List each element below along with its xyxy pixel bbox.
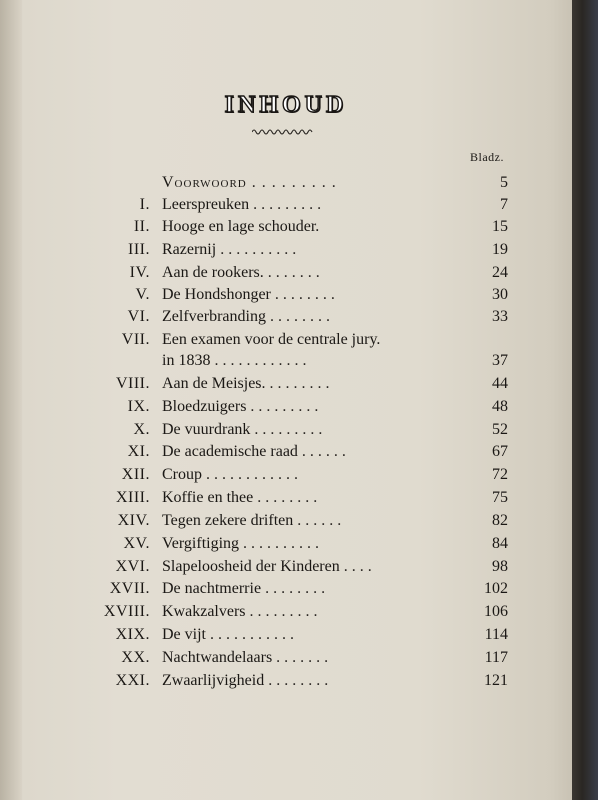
chapter-title-text: De nachtmerrie: [162, 580, 262, 597]
chapter-title: [162, 308, 330, 326]
leader-dots: . . . . . . . . . .: [216, 241, 297, 258]
chapter-title-text: Een examen voor de centrale jury.: [162, 331, 381, 348]
chapter-title-text: Zelfverbranding: [162, 308, 266, 325]
toc-entry: [0, 626, 598, 648]
chapter-number: XXI.: [115, 672, 150, 689]
toc-entry: [0, 603, 598, 625]
chapter-number: XIX.: [115, 626, 150, 643]
chapter-title: [162, 398, 318, 416]
chapter-title-text: Aan de rookers.: [162, 264, 264, 281]
chapter-title: [162, 580, 325, 598]
page-number: 67: [492, 443, 508, 460]
chapter-title-text: Razernij: [162, 241, 217, 258]
chapter-title-text: Koffie en thee: [162, 489, 254, 506]
toc-entry: [0, 580, 598, 602]
page-number: 19: [492, 241, 508, 258]
page-number: 75: [492, 489, 508, 506]
leader-dots: . . . . . . . . .: [245, 603, 318, 620]
leader-dots: . . . . . . . .: [264, 672, 329, 689]
chapter-title: [162, 443, 346, 461]
chapter-title: [162, 218, 319, 236]
chapter-title: [162, 626, 294, 644]
chapter-title: [162, 466, 298, 484]
chapter-title-text: Slapeloosheid der Kinderen: [162, 558, 340, 575]
chapter-title: [162, 331, 380, 349]
toc-entry: [0, 466, 598, 488]
leader-dots: . . . . . . . . . .: [239, 535, 320, 552]
leader-dots: . . . . . . . . . . .: [206, 626, 294, 643]
chapter-number: XI.: [127, 443, 150, 460]
leader-dots: . . . . . . .: [272, 649, 329, 666]
chapter-number: II.: [133, 218, 150, 235]
toc-entry: [0, 286, 598, 308]
chapter-title: [162, 672, 328, 690]
page-number: 117: [484, 649, 508, 666]
page-number: 44: [492, 375, 508, 392]
toc-entry: [0, 512, 598, 534]
toc-entry: [0, 443, 598, 465]
leader-dots: . . . . . . . . . . . .: [202, 466, 298, 483]
chapter-title-text: Bloedzuigers: [162, 398, 247, 415]
chapter-number: XII.: [121, 466, 150, 483]
chapter-number: XV.: [123, 535, 150, 552]
chapter-number: VIII.: [115, 375, 150, 392]
toc-entry: [0, 672, 598, 694]
chapter-title: [162, 558, 372, 576]
chapter-title: [162, 512, 341, 530]
page-column-label: Bladz.: [470, 150, 504, 164]
chapter-title-text: in 1838: [162, 352, 211, 369]
page-number: 33: [492, 308, 508, 325]
toc-entry: [0, 558, 598, 580]
leader-dots: . . . . . . . . .: [246, 174, 337, 191]
chapter-title: [162, 421, 322, 439]
leader-dots: . . . . . . . . .: [246, 398, 319, 415]
chapter-title: [162, 264, 320, 282]
chapter-title-text: De Hondshonger: [162, 286, 271, 303]
toc-entry: [0, 331, 598, 353]
chapter-title-text: Aan de Meisjes.: [162, 375, 266, 392]
chapter-title: [162, 286, 335, 304]
chapter-title-text: Nachtwandelaars: [162, 649, 273, 666]
chapter-title: [162, 603, 318, 621]
page-number: 121: [484, 672, 508, 689]
leader-dots: . . . . . .: [293, 512, 342, 529]
chapter-number: XX.: [121, 649, 150, 666]
toc-entry: [0, 535, 598, 557]
chapter-title-text: Voorwoord: [162, 174, 247, 191]
chapter-title-text: Zwaarlijvigheid: [162, 672, 265, 689]
leader-dots: . . . .: [339, 558, 372, 575]
chapter-number: I.: [139, 196, 150, 213]
chapter-title: [162, 489, 317, 507]
chapter-title-text: Hooge en lage schouder.: [162, 218, 320, 235]
toc-entry: [0, 264, 598, 286]
chapter-title: [162, 196, 321, 214]
leader-dots: . . . . . . . .: [265, 308, 330, 325]
chapter-number: VII.: [121, 331, 150, 348]
chapter-number: III.: [128, 241, 150, 258]
leader-dots: . . . . . . . . .: [249, 196, 322, 213]
chapter-number: XVIII.: [103, 603, 150, 620]
chapter-number: X.: [133, 421, 150, 438]
toc-entry: [0, 421, 598, 443]
toc-entry: [0, 489, 598, 511]
page-number: 82: [492, 512, 508, 529]
chapter-title: [162, 174, 337, 192]
chapter-number: IX.: [127, 398, 150, 415]
page-number: 24: [492, 264, 508, 281]
chapter-number: VI.: [127, 308, 150, 325]
leader-dots: . . . . . . . .: [261, 580, 326, 597]
chapter-title: [162, 649, 328, 667]
chapter-number: XVI.: [115, 558, 150, 575]
toc-entry: [0, 398, 598, 420]
page-number: 30: [492, 286, 508, 303]
chapter-title-text: Kwakzalvers: [162, 603, 246, 620]
page-number: 7: [500, 196, 508, 213]
page-number: 52: [492, 421, 508, 438]
chapter-number: V.: [135, 286, 150, 303]
chapter-title: [162, 535, 319, 553]
toc-entry: [0, 375, 598, 397]
toc-entry: [0, 174, 598, 196]
chapter-number: IV.: [129, 264, 150, 281]
chapter-title-text: De academische raad: [162, 443, 298, 460]
page-number: 98: [492, 558, 508, 575]
page-number: 48: [492, 398, 508, 415]
leader-dots: . . . . . . .: [263, 264, 320, 281]
chapter-title-text: Leerspreuken: [162, 196, 250, 213]
toc-entry: [0, 649, 598, 671]
chapter-number: XIV.: [117, 512, 150, 529]
toc-entry: [0, 241, 598, 263]
page-number: 72: [492, 466, 508, 483]
toc-entry: [0, 352, 598, 374]
chapter-title-text: Tegen zekere driften: [162, 512, 294, 529]
leader-dots: . . . . . .: [297, 443, 346, 460]
leader-dots: . . . . . . . .: [253, 489, 318, 506]
page-number: 114: [484, 626, 508, 643]
toc-entry: [0, 308, 598, 330]
leader-dots: . . . . . . . . .: [250, 421, 323, 438]
page-number: 37: [492, 352, 508, 369]
chapter-title: [162, 241, 296, 259]
chapter-title: [162, 352, 306, 370]
wavy-ornament-icon: [252, 128, 314, 136]
chapter-number: XVII.: [109, 580, 150, 597]
chapter-title-text: De vuurdrank: [162, 421, 251, 438]
page-number: 102: [484, 580, 508, 597]
chapter-title-text: De vijt: [162, 626, 206, 643]
leader-dots: . . . . . . . .: [270, 286, 335, 303]
chapter-title-text: Vergiftiging: [162, 535, 240, 552]
chapter-title-text: Croup: [162, 466, 202, 483]
page-title: INHOUD: [224, 92, 348, 118]
page-number: 15: [492, 218, 508, 235]
toc-entry: [0, 218, 598, 240]
leader-dots: . . . . . . . .: [265, 375, 330, 392]
leader-dots: . . . . . . . . . . . .: [210, 352, 307, 369]
toc-entry: [0, 196, 598, 218]
chapter-title: [162, 375, 330, 393]
chapter-number: XIII.: [115, 489, 150, 506]
page-number: 106: [484, 603, 508, 620]
page-number: 5: [500, 174, 508, 191]
page-number: 84: [492, 535, 508, 552]
